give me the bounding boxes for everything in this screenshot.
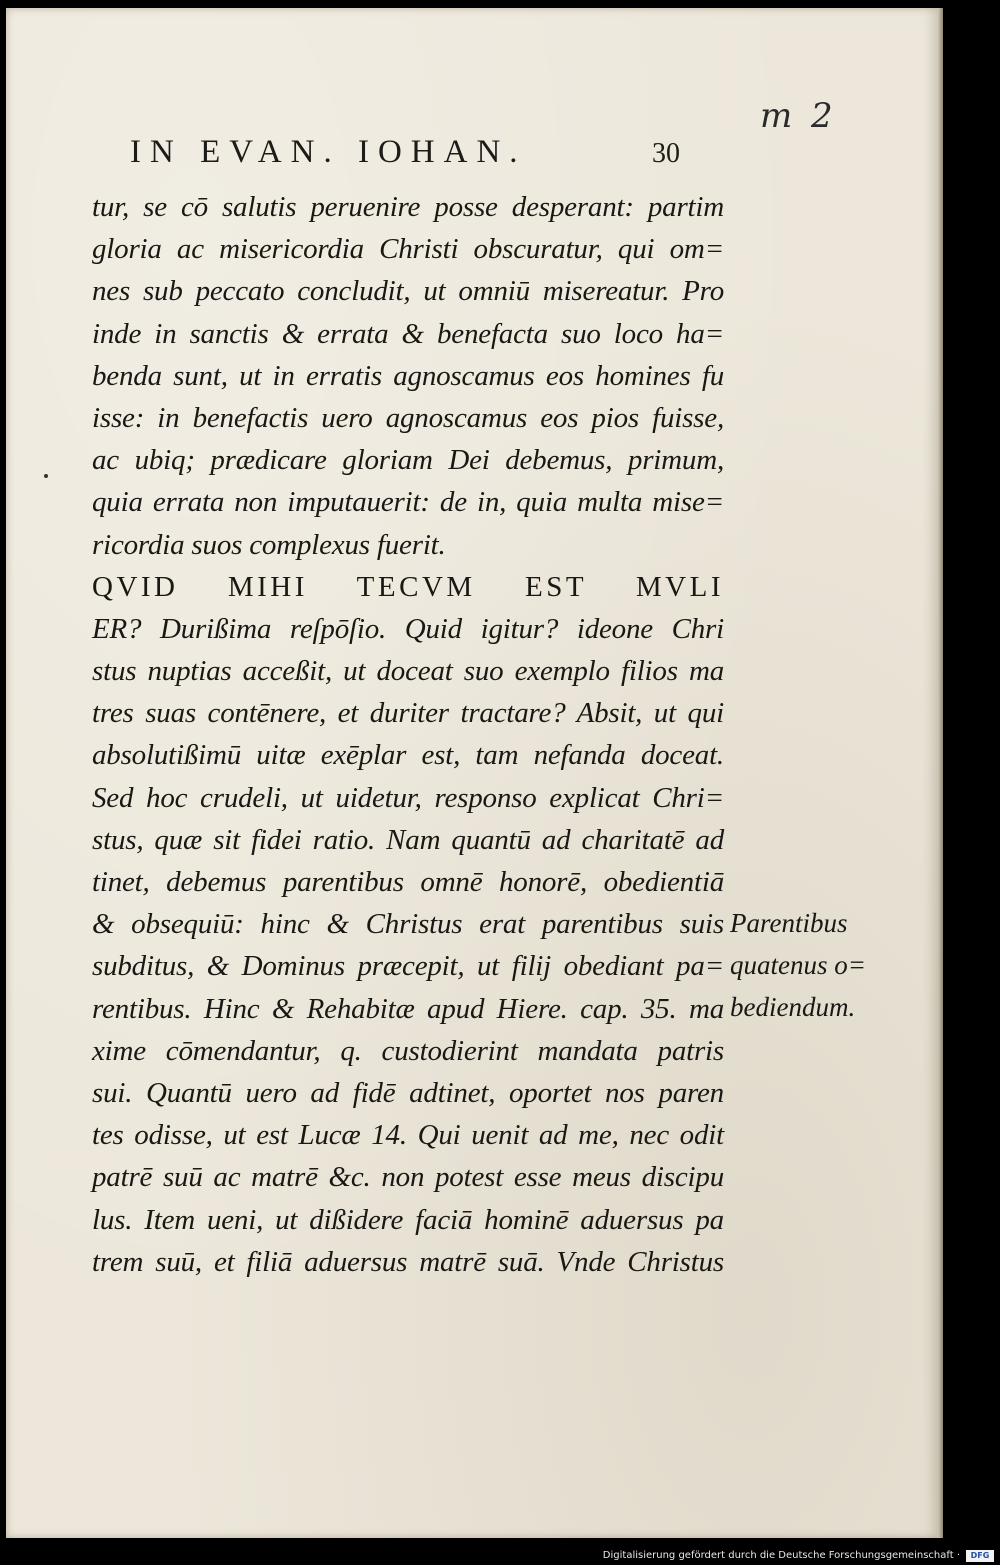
text-line: isse: in benefactis uero agnoscamus eos pios fuisse, — [92, 401, 724, 434]
text-line: xime cōmendantur, q. custodierint mandata patris — [92, 1034, 724, 1067]
dfg-logo: DFG — [966, 1550, 994, 1562]
marginal-note-line: Parentibus — [730, 908, 848, 938]
marginal-note — [730, 902, 866, 1029]
text-line: tes odisse, ut est Lucæ 14. Qui uenit ad me, nec odit — [92, 1119, 724, 1152]
text-line: lus. Item ueni, ut dißidere faciā hominē aduersus pa — [92, 1203, 724, 1236]
text-line: benda sunt, ut in erratis agnoscamus eos homines fu — [92, 359, 724, 392]
text-line: sui. Quantū uero ad fidē adtinet, oportet nos paren — [92, 1076, 724, 1109]
text-line: tinet, debemus parentibus omnē honorē, obedientiā — [92, 866, 724, 898]
text-line: trem suū, et filiā aduersus matrē suā. Vnde Christus — [92, 1245, 724, 1278]
text-line: stus, quæ sit fidei ratio. Nam quantū ad charitatē ad — [92, 823, 724, 856]
running-head: IN EVAN. IOHAN. — [130, 134, 527, 170]
body-text — [92, 186, 724, 1283]
text-line: nes sub peccato concludit, ut omniū misereatur. Pro — [92, 275, 724, 308]
footer-credit: Digitalisierung gefördert durch die Deutsche Forschungsgemeinschaft · — [602, 1550, 960, 1561]
text-line: ricordia suos complexus fuerit. — [92, 528, 446, 561]
handwritten-note: m 2 — [760, 96, 837, 136]
text-line: gloria ac misericordia Christi obscuratur, qui om= — [92, 233, 724, 266]
text-line: tres suas contēnere, et duriter tractare? Absit, ut qui — [92, 697, 724, 730]
text-line: tur, se cō salutis peruenire posse desperant: partim — [92, 191, 724, 223]
text-line: inde in sanctis & errata & benefacta suo loco ha= — [92, 317, 724, 350]
text-line: stus nuptias acceßit, ut doceat suo exemplo filios ma — [92, 655, 724, 688]
ink-speck — [44, 474, 48, 478]
marginal-note-line: bediendum. — [730, 992, 856, 1023]
text-line: & obsequiū: hinc & Christus erat parentibus suis — [92, 908, 724, 941]
text-line: rentibus. Hinc & Rehabitæ apud Hiere. cap. 35. ma — [92, 992, 724, 1025]
page-edge — [938, 8, 943, 1538]
text-line: patrē suū ac matrē &c. non potest esse meus discipu — [92, 1161, 724, 1194]
lemma-heading: QVID MIHI TECVM EST MVLI — [92, 570, 724, 603]
text-line: quia errata non imputauerit: de in, quia multa mise= — [92, 486, 724, 519]
text-line: ER? Durißima reſpōſio. Quid igitur? ideone Chri — [92, 612, 724, 645]
marginal-note-line: quatenus o= — [730, 950, 866, 981]
text-line: absolutißimū uitæ exēplar est, tam nefanda doceat. — [92, 739, 724, 772]
text-line: subditus, & Dominus præcepit, ut filij obediant pa= — [92, 950, 724, 983]
text-line: Sed hoc crudeli, ut uidetur, responso explicat Chri= — [92, 781, 724, 814]
text-line: ac ubiq; prædicare gloriam Dei debemus, primum, — [92, 444, 724, 477]
folio-number: 30 — [652, 138, 680, 169]
